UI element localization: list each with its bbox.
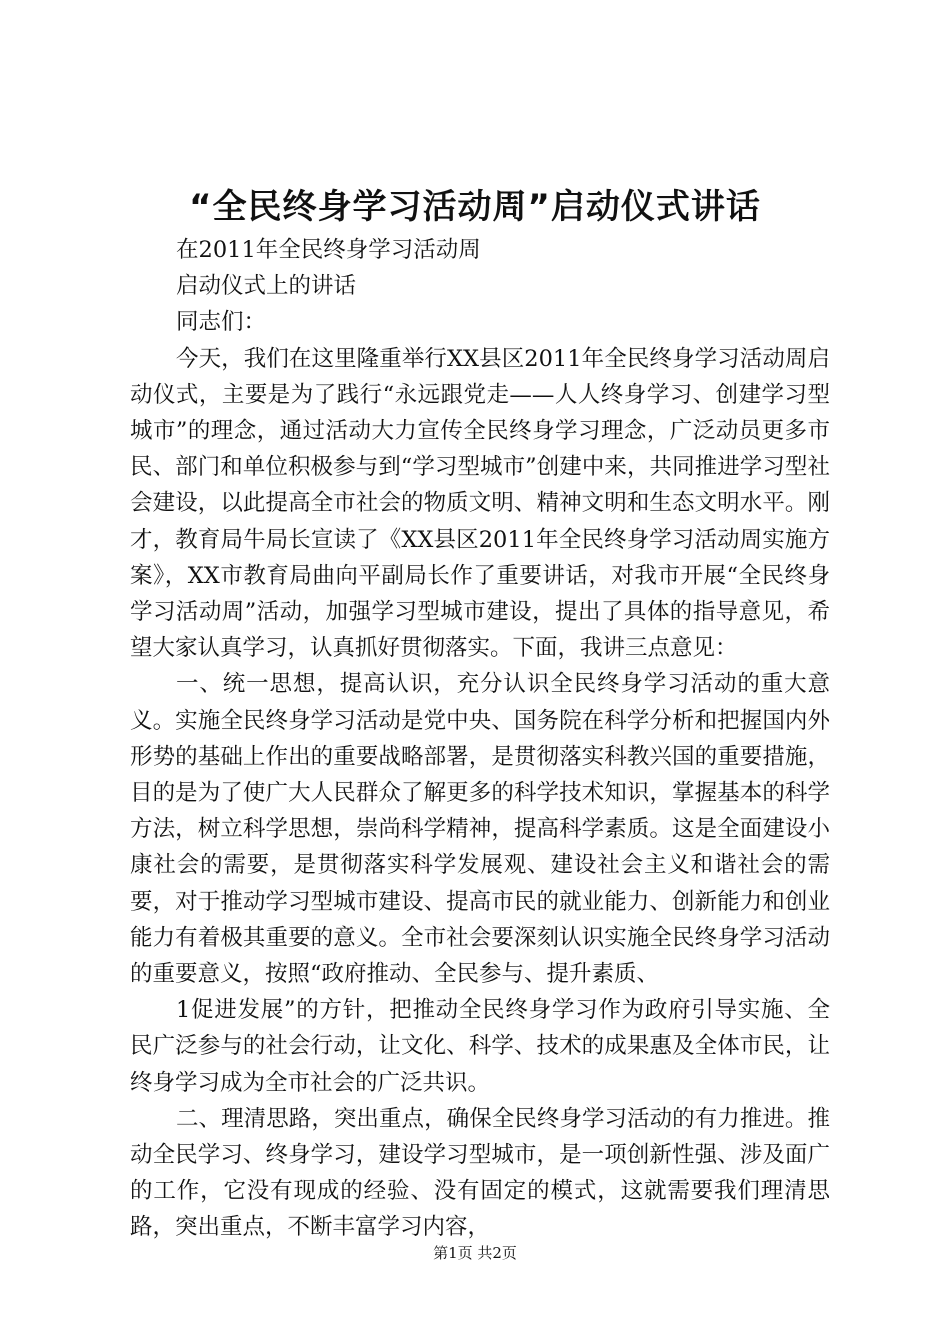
subtitle-line-1: 在2011年全民终身学习活动周 — [176, 237, 481, 263]
salutation: 同志们： — [176, 309, 267, 336]
document-title: “全民终身学习活动周”启动仪式讲话 — [189, 187, 761, 227]
document-body — [130, 232, 830, 1246]
subtitle-line-2: 启动仪式上的讲话 — [176, 273, 357, 300]
paragraph-intro: 今天，我们在这里隆重举行XX县区2011年全民终身学习活动周启动仪式，主要是为了践行“永远跟党走——人人终身学习、创建学习型城市”的理念，通过活动大力宣传全民终身学习理念，广泛动员更多市民、部门和单位积极参与到“学习型城市”创建中来，共同推进学习型社会建设，以此提高全市社会的物质文明、精神文明和生态文明水平。刚才，教育局牛局长宣读了《XX县区2011年全民终身学习活动周实施方案》，XX市教育局曲向平副局长作了重要讲话，对我市开展“全民终身学习活动周”活动，加强学习型城市建设，提出了具体的指导意见，希望大家认真学习，认真抓好贯彻落实。下面，我讲三点意见： — [130, 345, 830, 662]
page-number-footer: 第1页 共2页 — [433, 1244, 517, 1262]
paragraph-point-one: 一、统一思想，提高认识，充分认识全民终身学习活动的重大意义。实施全民终身学习活动是党中央、国务院在科学分析和把握国内外形势的基础上作出的重要战略部署，是贯彻落实科教兴国的重要措施，目的是为了使广大人民群众了解更多的科学技术知识，掌握基本的科学方法，树立科学思想，崇尚科学精神，提高科学素质。这是全面建设小康社会的需要，是贯彻落实科学发展观、建设社会主义和谐社会的需要，对于推动学习型城市建设、提高市民的就业能力、创新能力和创业能力有着极其重要的意义。全市社会要深刻认识实施全民终身学习活动的重要意义，按照“政府推动、全民参与、提升素质、 — [130, 671, 830, 988]
paragraph-point-one-continued: 1促进发展”的方针，把推动全民终身学习作为政府引导实施、全民广泛参与的社会行动，让文化、科学、技术的成果惠及全体市民，让终身学习成为全市社会的广泛共识。 — [130, 997, 830, 1096]
paragraph-point-two: 二、理清思路，突出重点，确保全民终身学习活动的有力推进。推动全民学习、终身学习，建设学习型城市，是一项创新性强、涉及面广的工作，它没有现成的经验、没有固定的模式，这就需要我们理清思路，突出重点，不断丰富学习内容， — [130, 1105, 830, 1241]
